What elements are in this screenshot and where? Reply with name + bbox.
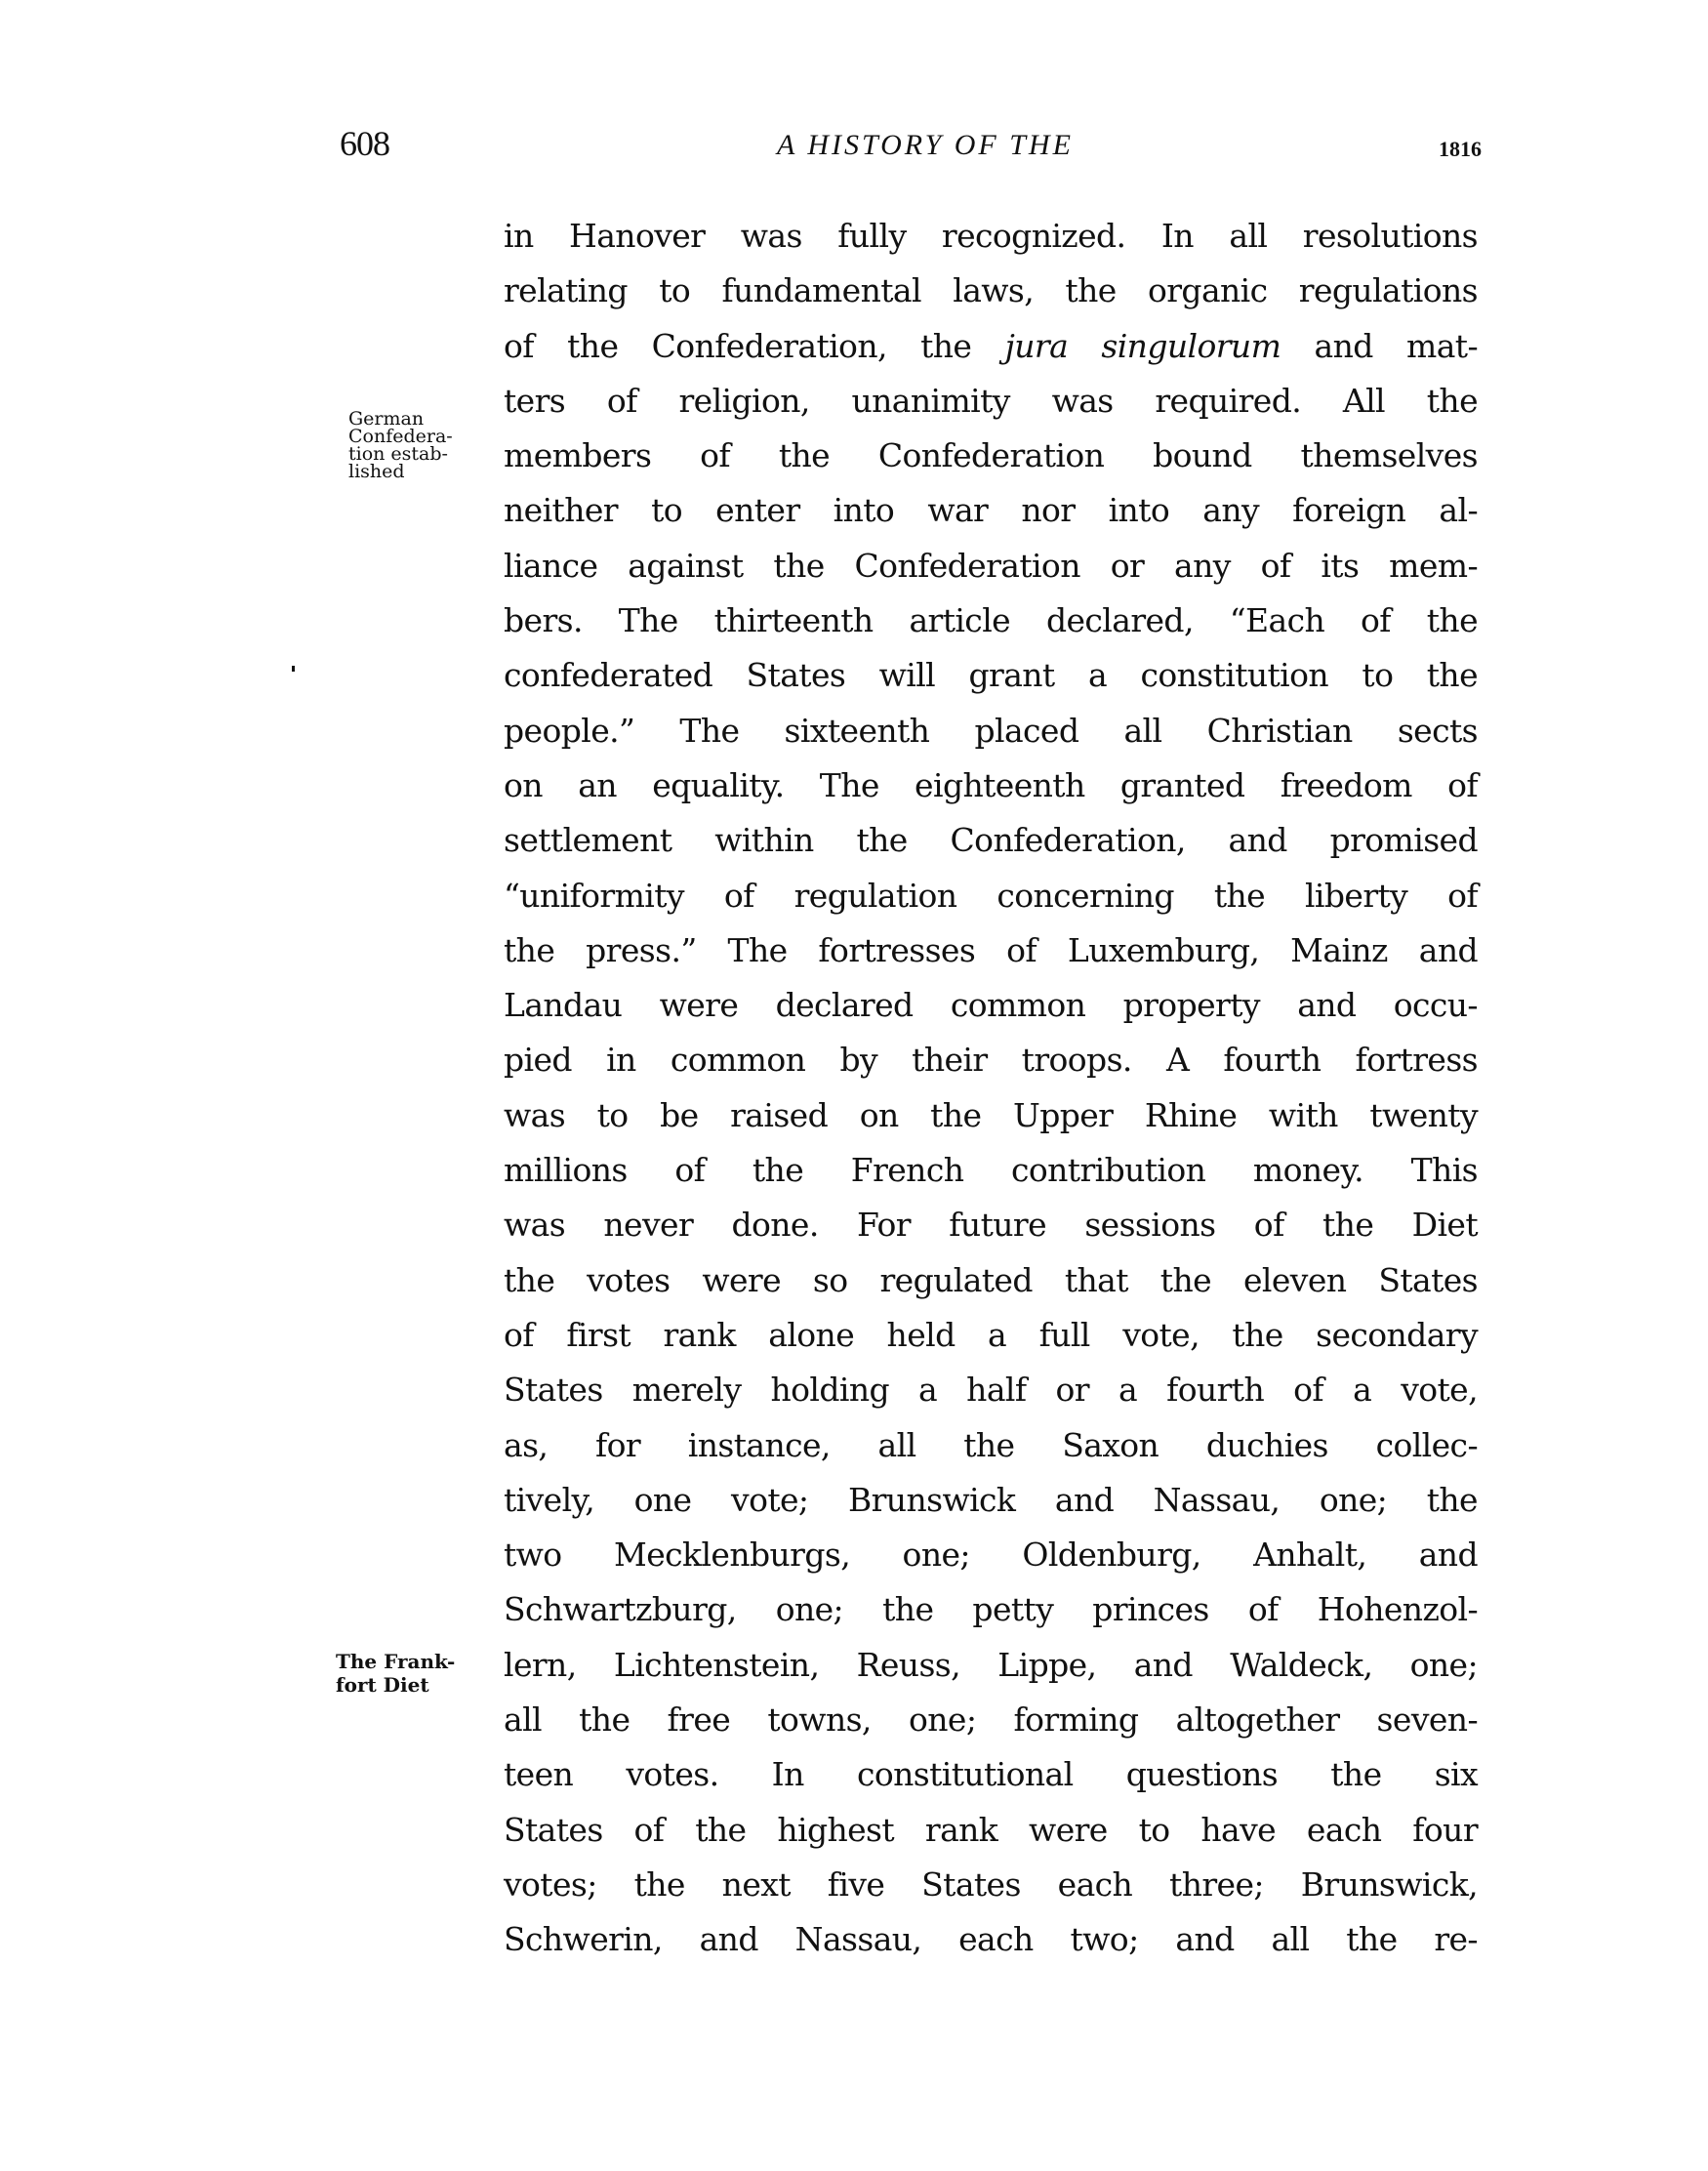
text-line: lern, Lichtenstein, Reuss, Lippe, and Waldeck, one; [504,1645,1478,1684]
text-line: on an equality. The eighteenth granted freedom of [504,765,1478,804]
text-line: millions of the French contribution money. This [504,1151,1478,1190]
text-line: “uniformity of regulation concerning the liberty of [504,876,1478,915]
text-line: tively, one vote; Brunswick and Nassau, one; the [504,1480,1478,1519]
text-line: neither to enter into war nor into any foreign al- [504,491,1478,530]
margin-note-line: The Frank- [336,1650,456,1673]
text-line: was to be raised on the Upper Rhine with twenty [504,1095,1478,1134]
running-head [340,123,1482,172]
print-speck [292,666,295,672]
text-line: in Hanover was fully recognized. In all resolutions [504,217,1478,255]
margin-note-german-confederation [348,410,453,480]
text-line: of first rank alone held a full vote, the secondary [504,1315,1478,1354]
text-line: all the free towns, one; forming altogether seven- [504,1700,1478,1740]
text-line: settlement within the Confederation, and promised [504,821,1478,860]
margin-note-line: tion estab- [348,443,448,465]
text-line: relating to fundamental laws, the organic regulations [504,271,1478,310]
text-line: was never done. For future sessions of the Diet [504,1206,1478,1245]
text-line: people.” The sixteenth placed all Christian sects [504,711,1478,750]
text-line: members of the Confederation bound themselves [504,436,1478,475]
italic-latin-phrase: jura singulorum [1004,326,1281,365]
page-number: 608 [340,124,389,163]
margin-note-line: lished [348,461,405,482]
text-line: States merely holding a half or a fourth of a vote, [504,1371,1478,1410]
text-run: and mat- [1281,326,1478,365]
margin-note-line: German [348,408,425,430]
margin-note-line: fort Diet [336,1673,429,1697]
text-line: two Mecklenburgs, one; Oldenburg, Anhalt, and [504,1536,1478,1575]
text-line: the press.” The fortresses of Luxemburg, Mainz and [504,930,1478,969]
text-line: as, for instance, all the Saxon duchies collec- [504,1425,1478,1464]
text-line: Landau were declared common property and occu- [504,986,1478,1025]
running-year: 1816 [1439,137,1482,161]
text-line: Schwartzburg, one; the petty princes of Hohenzol- [504,1590,1478,1629]
text-line: teen votes. In constitutional questions the six [504,1755,1478,1794]
text-line: States of the highest rank were to have each four [504,1810,1478,1849]
text-line: votes; the next five States each three; Brunswick, [504,1864,1478,1904]
margin-note-frankfort-diet [336,1650,455,1697]
text-line: confederated States will grant a constitution to the [504,656,1478,695]
text-line: liance against the Confederation or any of its mem- [504,546,1478,585]
text-line: the votes were so regulated that the eleven States [504,1260,1478,1299]
text-line: bers. The thirteenth article declared, “Each of the [504,601,1478,640]
body-text [504,209,1478,1968]
running-title: A HISTORY OF THE [777,129,1074,161]
text-line: ters of religion, unanimity was required. All the [504,381,1478,420]
text-line: pied in common by their troops. A fourth fortress [504,1041,1478,1080]
margin-note-line: Confedera- [348,426,453,447]
text-run: of the Confederation, the [504,326,1005,365]
text-line: Schwerin, and Nassau, each two; and all the re- [504,1920,1478,1959]
text-line [504,319,1478,374]
